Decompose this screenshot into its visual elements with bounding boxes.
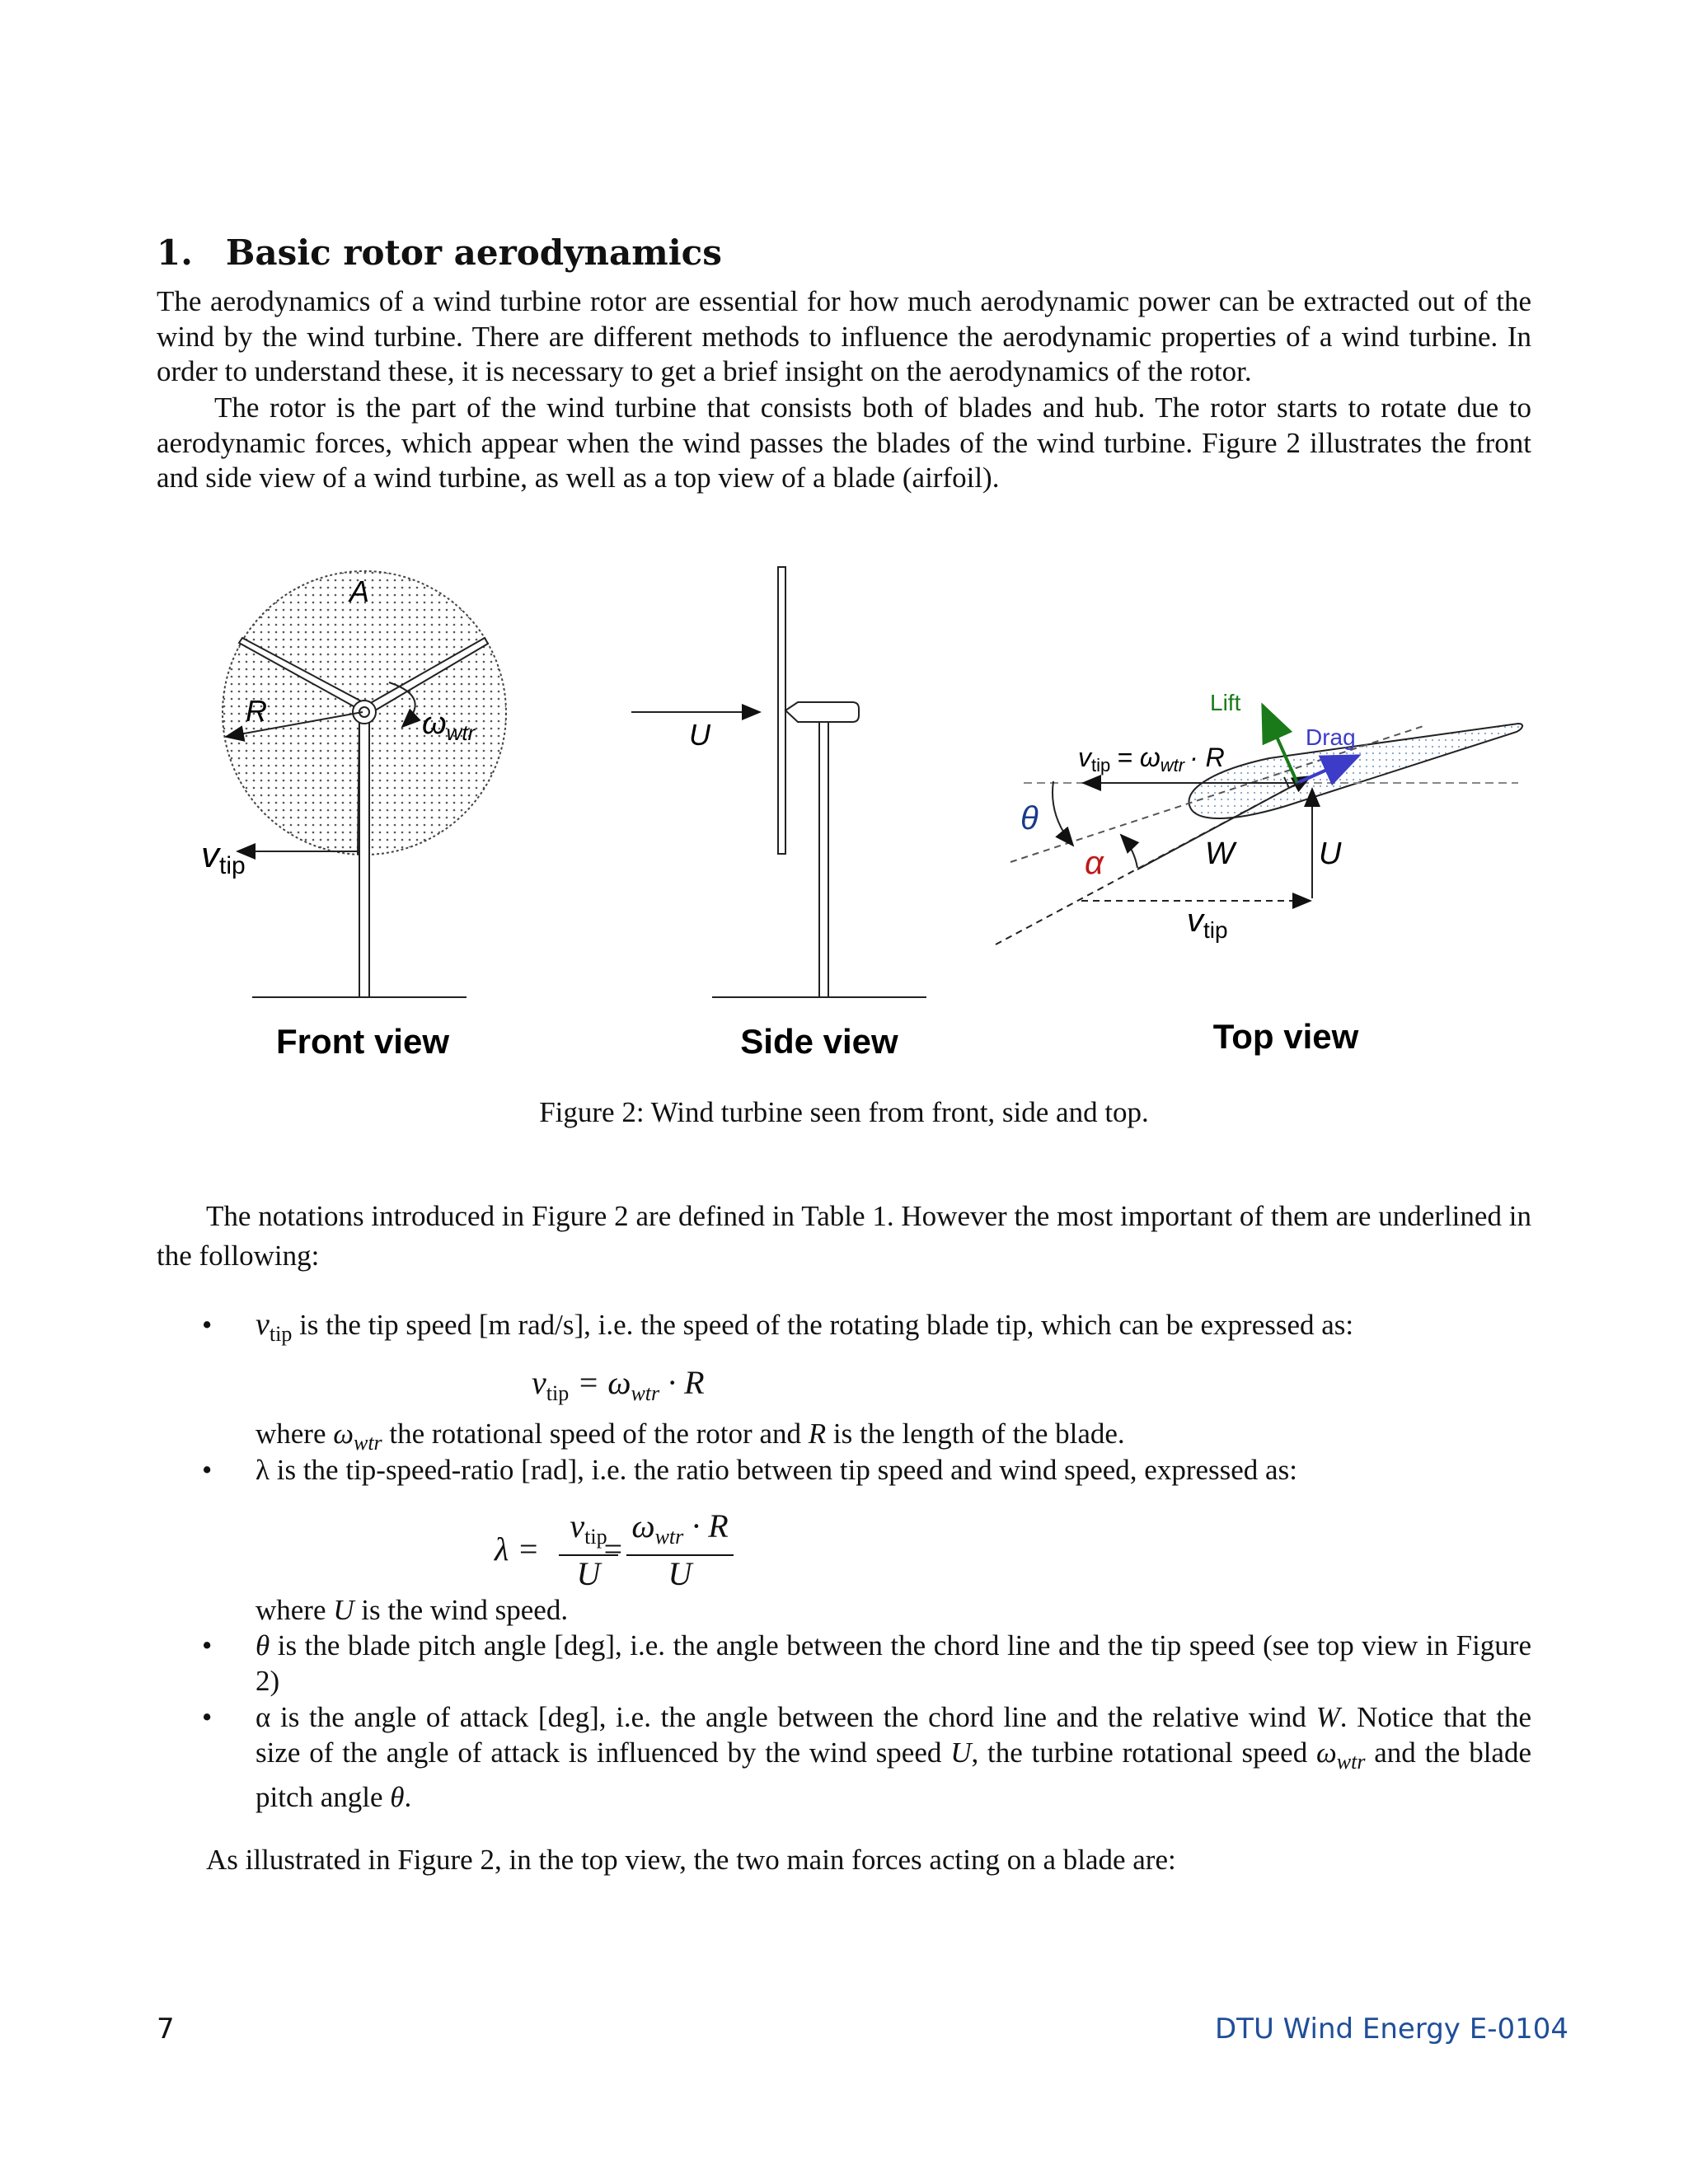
paragraph-rotor-text: The rotor is the part of the wind turbine that consists both of blades and hub. The rotor starts to rotate due to aerodynamic forces, which appear when the wind passes the blades of the wind turbine. Figure 2 illustrates the front and side view of a wind turbine, as well as a top view of a blade (airfoil). xyxy=(157,391,1531,494)
vtip-symbol-front: v xyxy=(201,835,219,875)
wind-symbol-top: U xyxy=(1319,837,1342,871)
top-view-label: Top view xyxy=(1212,1017,1359,1056)
wind-symbol-side: U xyxy=(689,718,710,752)
omega-sub: wtr xyxy=(446,720,476,745)
tip-formula: vtip = ωwtr · R xyxy=(1078,743,1225,776)
omega-symbol: ω xyxy=(422,706,447,741)
side-view-label: Side view xyxy=(740,1022,898,1061)
footer-brand: DTU Wind Energy E-0104 xyxy=(1215,2013,1569,2046)
bullet-list: • $v_{tip}$ is the tip speed [m rad/s], i.e. the speed of the rotating blade tip, which can be expressed as: $v_{tip} = \omega_{wtr} \cdot R$ where $\omega_{wtr}$ the rotational speed of the rotor and R is the length of the blade. • λ is the tip-speed-ratio [rad], i.e. the ratio between tip speed and wind speed, expressed as: λ = $v_{tip}$ U = $\omega_{wtr} \cdot R$ U where U is the wind speed. • θ is the blade pitch angle [deg], i.e. the angle between the chord line and the tip speed (see top view in Figure 2) • α is the angle of attack [deg], i.e. the angle between the chord line and the relative wind W. Notice that the size of the angle of attack is influenced by the wind speed U, the turbine rotational speed $\omega_{wtr}$ and the blade pitch angle θ. xyxy=(202,1307,1531,1813)
bullet-alpha-symbol: α xyxy=(256,1701,271,1733)
bullet-lambda-symbol: λ xyxy=(256,1454,270,1486)
closing-line-text: As illustrated in Figure 2, in the top view, the two main forces acting on a blade are: xyxy=(206,1844,1176,1876)
front-view-label: Front view xyxy=(275,1022,450,1061)
bullet-vtip-symbol: v xyxy=(256,1307,270,1342)
bullet-vtip-text: is the tip speed [m rad/s], i.e. the speed of the rotating blade tip, which can be expressed as: xyxy=(292,1309,1354,1341)
section-number: 1. xyxy=(157,232,193,273)
area-symbol: A xyxy=(349,574,370,608)
alpha-symbol: α xyxy=(1085,845,1104,881)
relative-wind-symbol: W xyxy=(1205,837,1235,871)
bullet-theta-text: is the blade pitch angle [deg], i.e. the angle between the chord line and the tip speed (see top view in Figure 2) xyxy=(256,1629,1531,1697)
radius-symbol: R xyxy=(246,694,267,728)
closing-line xyxy=(157,1843,1531,1878)
formula-vtip: $v_{tip} = \omega_{wtr} \cdot R$ xyxy=(532,1364,705,1405)
theta-symbol: θ xyxy=(1020,800,1039,837)
section-title: Basic rotor aerodynamics xyxy=(225,232,722,273)
figure-caption: Figure 2: Wind turbine seen from front, side and top. xyxy=(539,1096,1149,1128)
vtip-sub-front: tip xyxy=(219,852,246,879)
drag-label: Drag xyxy=(1306,724,1356,750)
lift-label: Lift xyxy=(1210,690,1241,715)
bullet-theta-symbol: θ xyxy=(256,1629,270,1661)
vtip-symbol-bottom: v xyxy=(1187,902,1203,939)
vtip-sub-bottom: tip xyxy=(1203,917,1228,943)
paragraph-intro: The aerodynamics of a wind turbine rotor are essential for how much aerodynamic power can be extracted out of the wind by the wind turbine. There are different methods to influence the aerodynamic properties of a wind turbine. In order to understand these, it is necessary to get a brief insight on the aerodynamics of the rotor. xyxy=(157,285,1531,387)
bullet-lambda-text: is the tip-speed-ratio [rad], i.e. the ratio between tip speed and wind speed, expressed as: xyxy=(269,1454,1297,1486)
page-number: 7 xyxy=(157,2013,175,2046)
intro-line-text: The notations introduced in Figure 2 are defined in Table 1. However the most important of them are underlined in the following: xyxy=(157,1200,1531,1272)
